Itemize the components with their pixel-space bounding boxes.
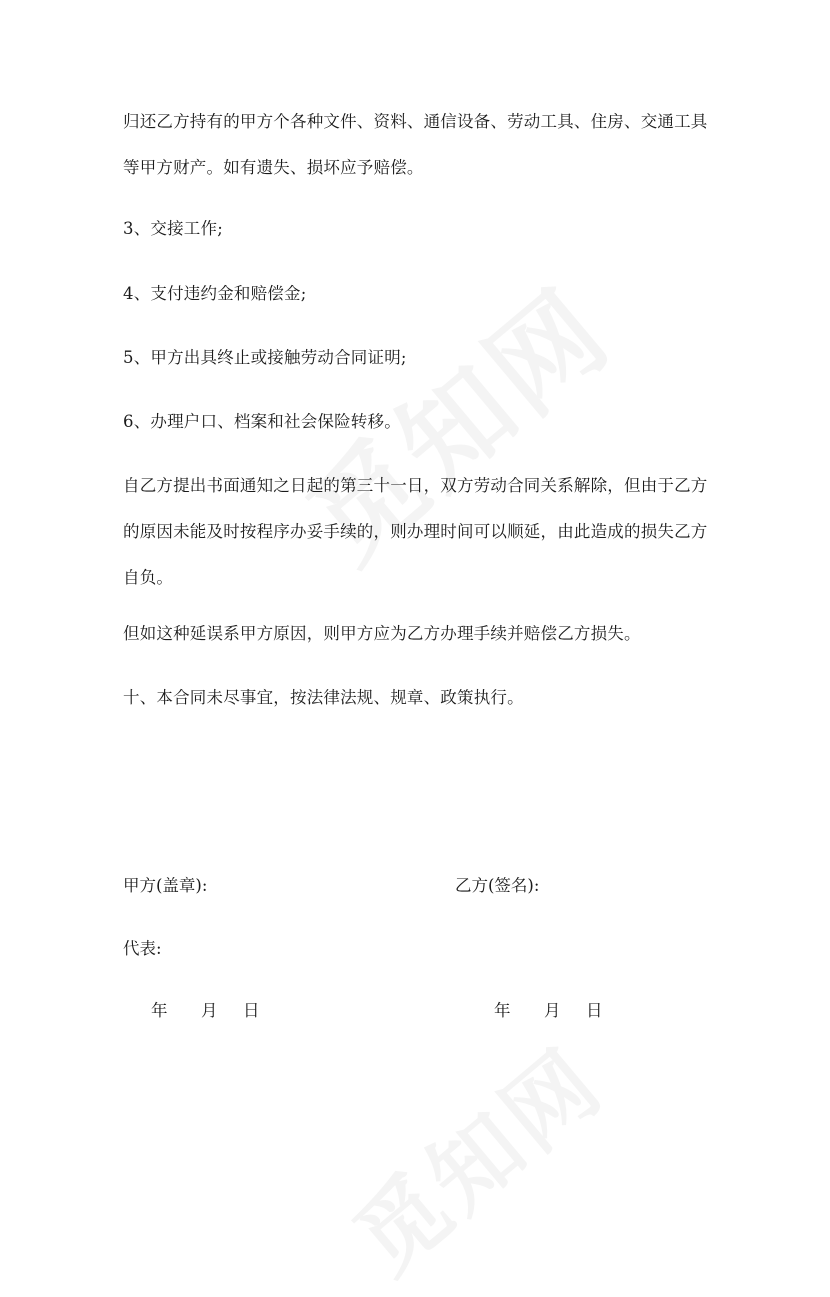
date-day-label: 日 — [243, 1001, 260, 1020]
date-month-label: 月 — [201, 1001, 218, 1020]
paragraph-item-5: 5、甲方出具终止或接触劳动合同证明; — [123, 348, 407, 367]
party-a-seal-label: 甲方(盖章): — [123, 876, 208, 895]
paragraph-delay: 但如这种延误系甲方原因，则甲方应为乙方办理手续并赔偿乙方损失。 — [123, 624, 641, 643]
paragraph-section-10: 十、本合同未尽事宜，按法律法规、规章、政策执行。 — [123, 688, 524, 707]
paragraph-item-3: 3、交接工作; — [123, 219, 223, 238]
paragraph-return-property: 归还乙方持有的甲方个各种文件、资料、通信设备、劳动工具、住房、交通工具等甲方财产。如有遗失、损坏应予赔偿。 — [123, 112, 708, 177]
date-month-label: 月 — [544, 1001, 561, 1020]
date-right — [494, 1000, 603, 1022]
date-year-label: 年 — [494, 1001, 511, 1020]
paragraph-item-6: 6、办理户口、档案和社会保险转移。 — [123, 412, 401, 431]
paragraph-termination: 自乙方提出书面通知之日起的第三十一日，双方劳动合同关系解除，但由于乙方的原因未能及时按程序办妥手续的，则办理时间可以顺延，由此造成的损失乙方自负。 — [123, 476, 708, 587]
date-day-label: 日 — [586, 1001, 603, 1020]
representative-label: 代表: — [123, 939, 162, 958]
date-left — [151, 1000, 260, 1022]
party-b-signature-label: 乙方(签名): — [455, 876, 540, 895]
date-year-label: 年 — [151, 1001, 168, 1020]
watermark — [322, 1013, 626, 1297]
paragraph-item-4: 4、支付违约金和赔偿金; — [123, 284, 307, 303]
